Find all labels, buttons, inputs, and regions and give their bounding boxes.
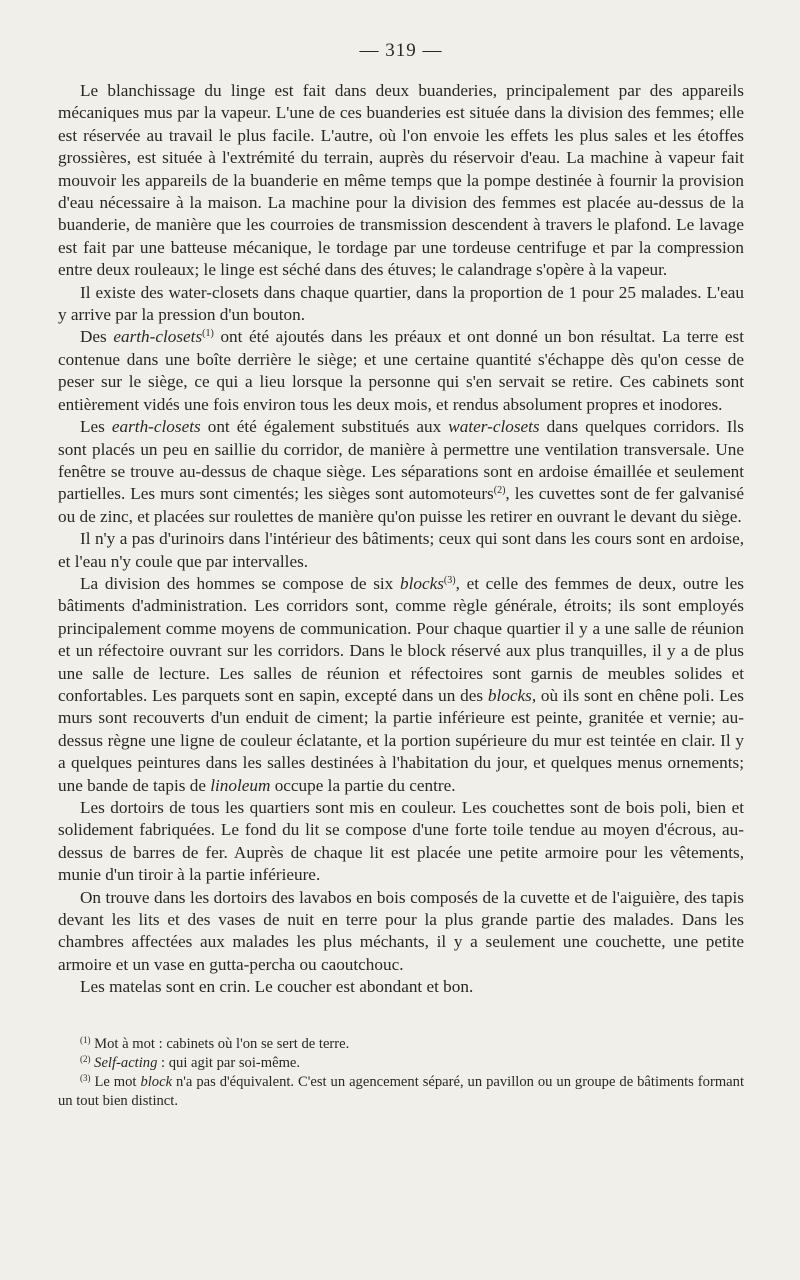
paragraph-mattresses: Les matelas sont en crin. Le coucher est abondant et bon. xyxy=(80,977,474,997)
footnote-ref-3: (3) xyxy=(443,574,456,586)
footnotes xyxy=(58,1035,744,1111)
term-blocks: blocks xyxy=(399,573,444,593)
term-water-closets: water-closets xyxy=(448,417,540,437)
paragraph-lavabos: On trouve dans les dortoirs des lavabos en bois composés de la cuvette et de l'aiguière, des tapis devant les lits et des vases de nuit en terre pour la plus grande partie des malades. Dans les chambres affectées aux malades les plus méchants, il y a seulement une couchette, une petite armoire et un vase en gutta-percha ou caoutchouc. xyxy=(58,887,744,974)
paragraph-water-closets: Il existe des water-closets dans chaque quartier, dans la proportion de 1 pour 25 malades. L'eau y arrive par la pression d'un bouton. xyxy=(58,282,744,325)
footnote-mark: (1) xyxy=(80,1034,91,1045)
body-text xyxy=(58,80,744,999)
footnote-ref-1: (1) xyxy=(202,328,214,340)
footnote-3: $^{(3)}$ Le mot block n'a pas d'équivalent. C'est un agencement séparé, un pavillon ou un groupe de bâtiments formant un tout bien distinct. xyxy=(58,1072,744,1109)
paragraph-dormitories: Les dortoirs de tous les quartiers sont mis en couleur. Les couchettes sont de bois poli, bien et solidement fabriquées. Le fond du lit se compose d'une forte toile tendue au moyen d'écrous, au-dessus de barres de fer. Auprès de chaque lit est placée une petite armoire pour les vêtements, munie d'un tiroir à la partie inférieure. xyxy=(58,798,744,885)
footnote-mark: (2) xyxy=(80,1053,91,1064)
term-earth-closets: earth-closets xyxy=(111,417,201,437)
footnote-1: $^{(1)}$ Mot à mot : cabinets où l'on se sert de terre. xyxy=(80,1034,350,1052)
page-number: — 319 — xyxy=(359,40,443,61)
term-linoleum: linoleum xyxy=(210,775,271,795)
term-blocks: blocks xyxy=(487,685,532,705)
document-page xyxy=(58,40,744,1111)
paragraph-earth-closets: Des earth-closets$^{(1)}$ ont été ajoutés dans les préaux et ont donné un bon résultat. La terre est contenue dans une boîte derrière le siège; et une certaine quantité s'échappe dès qu'on cesse de peser sur le siège, ce qui a lieu lorsque la personne qui s'en servait se retire. Ces cabinets sont entièrement vidés une fois environ tous les deux mois, et rendus absolument propres et inodores. xyxy=(58,327,745,414)
paragraph-corridors-closets: Les earth-closets ont été également substitués aux water-closets dans quelques corridors. Ils sont placés un peu en saillie du corridor, de manière à permettre une ventilation transversale. Une fenêtre se trouve au-dessus de chaque siège. Les séparations sont en ardoise émaillée et seulement partielles. Les murs sont cimentés; les sièges sont automoteurs$^{(2)}$, les cuvettes sont de fer galvanisé ou de zinc, et placées sur roulettes de manière qu'on puisse les retirer en ouvrant le devant du siège. xyxy=(58,417,744,526)
paragraph-divisions: La division des hommes se compose de six blocks$^{(3)}$, et celle des femmes de deux, outre les bâtiments d'administration. Les corridors sont, comme règle générale, étroits; ils sont employés principalement comme moyens de communication. Pour chaque quartier il y a une salle de réunion et un réfectoire ouvrant sur les corridors. Dans le block réservé aux plus tranquilles, il y a de plus une salle de lecture. Les salles de réunion et réfectoires sont garnis de meubles solides et confortables. Les parquets sont en sapin, excepté dans un des blocks, où ils sont en chêne poli. Les murs sont recouverts d'un enduit de ciment; la partie inférieure est peinte, granitée et vernie; au-dessus règne une ligne de couleur éclatante, et la portion supérieure du mur est teintée en clair. Il y a quelques peintures dans les salles destinées à l'habitation du jour, et quelques menus ornements; une bande de tapis de linoleum occupe la partie du centre. xyxy=(58,573,744,795)
footnote-2: $^{(2)}$ Self-acting : qui agit par soi-même. xyxy=(80,1053,301,1071)
footnote-ref-2: (2) xyxy=(493,485,506,497)
paragraph-urinals: Il n'y a pas d'urinoirs dans l'intérieur des bâtiments; ceux qui sont dans les cours sont en ardoise, et l'eau n'y coule que par intervalles. xyxy=(58,529,744,571)
footnote-mark: (3) xyxy=(80,1072,91,1083)
paragraph-laundry: Le blanchissage du linge est fait dans deux buanderies, principalement par des appareils mécaniques mus par la vapeur. L'une de ces buanderies est située dans la division des femmes; elle est réservée au travail le plus facile. L'autre, où l'on envoie les effets les plus sales et les étoffes grossières, est située à l'extrémité du terrain, auprès du réservoir d'eau. La machine à vapeur fait mouvoir les appareils de la buanderie en même temps que la pompe destinée à fournir la provision d'eau nécessaire à la maison. La machine pour la division des femmes est placée au-dessus de la buanderie, de manière que les courroies de transmission descendent à travers le plafond. Le lavage est fait par une batteuse mécanique, le tordage par une tordeuse centrifuge et par la compression entre deux rouleaux; le linge est séché dans des étuves; le calandrage s'opère à la vapeur. xyxy=(58,81,744,280)
term-earth-closets: earth-closets xyxy=(113,327,203,347)
